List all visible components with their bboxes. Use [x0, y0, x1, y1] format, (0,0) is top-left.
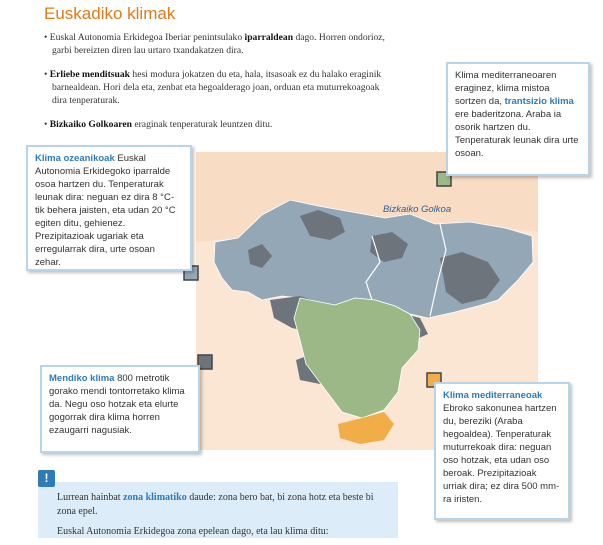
legend-square-mountain: [198, 355, 212, 369]
info-text: Lurrean hainbat zona klimatiko daude: zona bero bat, bi zona hotz eta beste bi zona epel. Euskal Autonomia Erkidegoa zona epelean dago, eta lau klima ditu:: [57, 492, 374, 537]
bullet-item: • Erliebe menditsuak hesi modura jokatzen du eta, hala, itsasoak ez du halako eraginik barnealdean. Hori dela eta, zenbat eta hegoalderago joan, orduan eta muturrekoagoak dira tenperaturak.: [44, 69, 382, 106]
transition-region: [294, 298, 420, 418]
oceanic-climate-box: Klima ozeanikoak Euskal Autonomia Erkidegoko iparralde osoa hartzen du. Tenperaturak leunak dira: neguan ez dira 8 °C-tik behera jaisten, eta udan 20 °C egiten ditu, gehienez. Prezipitazioak ugariak eta erregularrak dira, urte osoan zehar.: [26, 145, 192, 271]
bullet-item: • Euskal Autonomia Erkidegoa Iberiar penintsulako iparraldean dago. Horren ondorioz, garbi bereizten diren lau urtaro txandakatzen dira.: [44, 32, 385, 56]
transition-climate-box: Klima mediterraneoaren eraginez, klima mistoa sortzen da, trantsizio klima ere baderitzona. Araba ia osorik hartzen du. Tenperaturak leunak dira urte osoan.: [446, 62, 590, 176]
mountain-climate-box: Mendiko klima 800 metrotik gorako mendi tontorretako klima da. Negu oso hotzak eta elurte gogorrak dira klima horren ezaugarri nagusiak.: [40, 365, 200, 453]
sea-label: Bizkaiko Golkoa: [383, 204, 452, 215]
page-title: Euskadiko klimak: [44, 4, 176, 23]
exclamation-icon: !: [38, 470, 55, 487]
mediterranean-climate-box: Klima mediterraneoak Ebroko sakonunea hartzen du, bereziki (Araba hegoaldea). Tenperaturak muturrekoak dira: neguan oso hotzak, eta udan oso beroak. Prezipitazioak urriak dira; ez dira 500 mm-ra iristen.: [434, 382, 570, 520]
bullet-item: • Bizkaiko Golkoaren eraginak tenperaturak leuntzen ditu.: [44, 119, 273, 130]
